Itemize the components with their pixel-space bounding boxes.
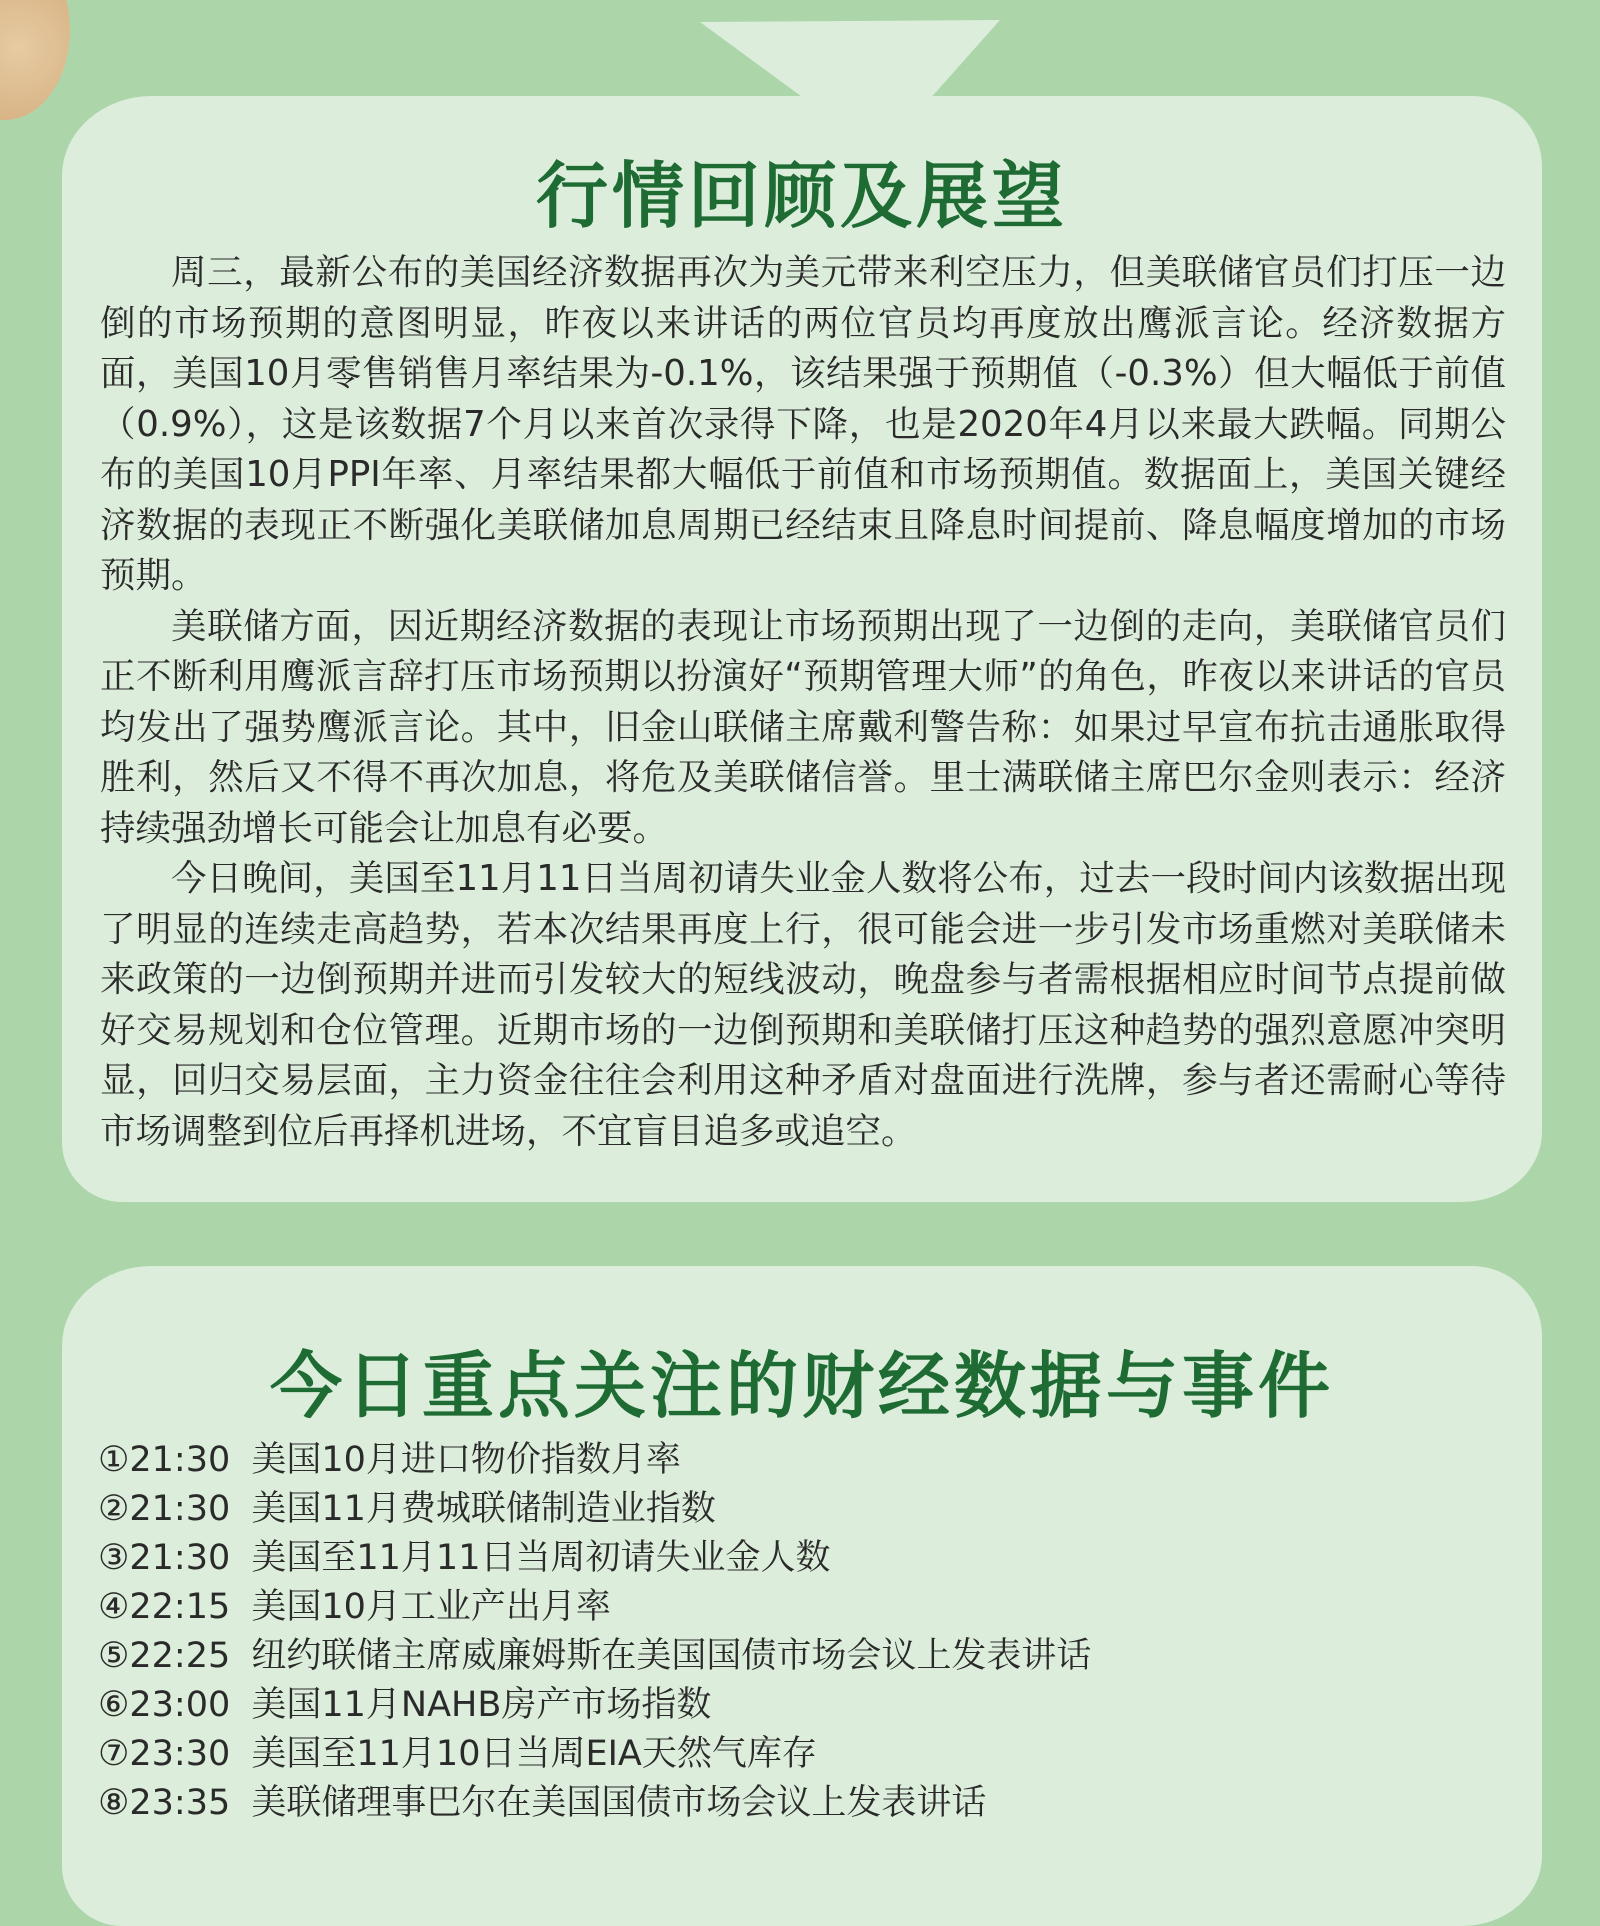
event-time: 23:30	[129, 1734, 231, 1774]
event-number: ⑥	[98, 1685, 130, 1725]
event-number: ⑦	[98, 1734, 130, 1774]
event-item	[98, 1632, 1512, 1681]
event-item	[98, 1583, 1512, 1632]
event-description: 纽约联储主席威廉姆斯在美国国债市场会议上发表讲话	[251, 1636, 1092, 1676]
event-description: 美国至11月10日当周EIA天然气库存	[251, 1734, 817, 1774]
events-panel	[62, 1266, 1542, 1926]
event-description: 美国10月进口物价指数月率	[251, 1440, 681, 1480]
event-description: 美国至11月11日当周初请失业金人数	[251, 1538, 831, 1578]
event-item	[98, 1681, 1512, 1730]
event-description: 美联储理事巴尔在美国国债市场会议上发表讲话	[251, 1783, 987, 1823]
speech-bubble-tail	[0, 0, 1600, 110]
review-paragraph-1: 周三，最新公布的美国经济数据再次为美元带来利空压力，但美联储官员们打压一边倒的市场预期的意图明显，昨夜以来讲话的两位官员均再度放出鹰派言论。经济数据方面，美国10月零售销售月率结果为-0.1%，该结果强于预期值（-0.3%）但大幅低于前值（0.9%），这是该数据7个月以来首次录得下降，也是2020年4月以来最大跌幅。同期公布的美国10月PPI年率、月率结果都大幅低于前值和市场预期值。数据面上，美国关键经济数据的表现正不断强化美联储加息周期已经结束且降息时间提前、降息幅度增加的市场预期。	[100, 252, 1506, 596]
event-time: 21:30	[129, 1538, 231, 1578]
events-title: 今日重点关注的财经数据与事件	[269, 1344, 1334, 1428]
event-description: 美国10月工业产出月率	[251, 1587, 611, 1627]
review-body	[100, 248, 1506, 1157]
event-item	[98, 1779, 1512, 1828]
event-number: ①	[98, 1440, 130, 1480]
event-time: 21:30	[129, 1440, 231, 1480]
event-description: 美国11月费城联储制造业指数	[251, 1489, 716, 1529]
event-number: ⑧	[98, 1783, 130, 1823]
review-paragraph-2: 美联储方面，因近期经济数据的表现让市场预期出现了一边倒的走向，美联储官员们正不断利用鹰派言辞打压市场预期以扮演好“预期管理大师”的角色，昨夜以来讲话的官员均发出了强势鹰派言论。其中，旧金山联储主席戴利警告称：如果过早宣布抗击通胀取得胜利，然后又不得不再次加息，将危及美联储信誉。里士满联储主席巴尔金则表示：经济持续强劲增长可能会让加息有必要。	[100, 605, 1506, 849]
event-time: 21:30	[129, 1489, 231, 1529]
event-number: ④	[98, 1587, 130, 1627]
event-description: 美国11月NAHB房产市场指数	[251, 1685, 712, 1725]
event-item	[98, 1436, 1512, 1485]
event-time: 22:15	[129, 1587, 231, 1627]
event-item	[98, 1534, 1512, 1583]
market-review-panel	[62, 96, 1542, 1202]
event-time: 23:00	[129, 1685, 231, 1725]
review-paragraph-3: 今日晚间，美国至11月11日当周初请失业金人数将公布，过去一段时间内该数据出现了明显的连续走高趋势，若本次结果再度上行，很可能会进一步引发市场重燃对美联储未来政策的一边倒预期并进而引发较大的短线波动，晚盘参与者需根据相应时间节点提前做好交易规划和仓位管理。近期市场的一边倒预期和美联储打压这种趋势的强烈意愿冲突明显，回归交易层面，主力资金往往会利用这种矛盾对盘面进行洗牌，参与者还需耐心等待市场调整到位后再择机进场，不宜盲目追多或追空。	[100, 858, 1506, 1152]
event-number: ③	[98, 1538, 130, 1578]
event-number: ②	[98, 1489, 130, 1529]
event-time: 22:25	[129, 1636, 231, 1676]
event-time: 23:35	[129, 1783, 231, 1823]
review-title: 行情回顾及展望	[535, 154, 1068, 238]
event-item	[98, 1485, 1512, 1534]
event-item	[98, 1730, 1512, 1779]
event-number: ⑤	[98, 1636, 130, 1676]
events-list	[98, 1436, 1512, 1828]
